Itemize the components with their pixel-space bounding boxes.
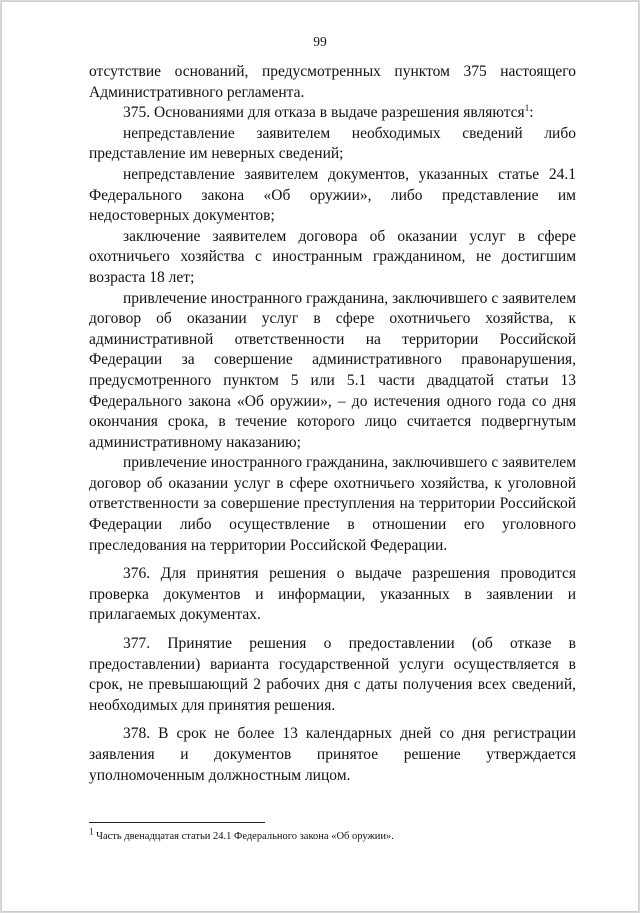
paragraph-375-colon: :	[529, 104, 534, 122]
footnote-divider	[89, 822, 265, 823]
list-item-reason-1: непредставление заявителем необходимых сведений либо представление им неверных сведений;	[89, 124, 576, 163]
paragraph-375-text: 375. Основаниями для отказа в выдаче разрешения являются	[123, 104, 525, 122]
paragraph-378: 378. В срок не более 13 календарных дней со дня регистрации заявления и документов принятое решение утверждается уполномоченным должностным лицом.	[89, 725, 576, 784]
page-number: 99	[313, 34, 327, 49]
footnote	[89, 826, 576, 843]
paragraph-375	[89, 103, 576, 124]
footnote-text: Часть двенадцатая статьи 24.1 Федерального закона «Об оружии».	[96, 831, 394, 842]
document-page	[2, 2, 638, 911]
paragraph-376: 376. Для принятия решения о выдаче разрешения проводится проверка документов и информации, указанных в заявлении и прилагаемых документах.	[89, 565, 576, 624]
document-body	[89, 62, 576, 786]
list-item-reason-4: привлечение иностранного гражданина, заключившего с заявителем договор об оказании услуг в сфере охотничьего хозяйства, к административной ответственности на территории Российской Федерации за совершение административного правонарушения, предусмотренного пунктом 5 или 5.1 части двадцатой статьи 13 Федерального закона «Об оружии», – до истечения одного года со дня окончания срока, в течение которого лицо считается подвергнутым административному наказанию;	[89, 289, 576, 451]
paragraph-377: 377. Принятие решения о предоставлении (об отказе в предоставлении) варианта государственной услуги осуществляется в срок, не превышающий 2 рабочих дня с даты получения всех сведений, необходимых для принятия решения.	[89, 635, 576, 714]
footnote-marker: 1	[89, 826, 94, 837]
paragraph-continuation: отсутствие оснований, предусмотренных пунктом 375 настоящего Административного регламента.	[89, 63, 576, 101]
list-item-reason-3: заключение заявителем договора об оказании услуг в сфере охотничьего хозяйства с иностранным гражданином, не достигшим возраста 18 лет;	[89, 227, 576, 286]
list-item-reason-5: привлечение иностранного гражданина, заключившего с заявителем договор об оказании услуг в сфере охотничьего хозяйства, к уголовной ответственности за совершение преступления на территории Российской Федерации либо осуществление в отношении его уголовного преследования на территории Российской Федерации.	[89, 454, 576, 554]
list-item-reason-2: непредставление заявителем документов, указанных статье 24.1 Федерального закона «Об оружии», либо представление им недостоверных документов;	[89, 165, 576, 225]
footnote-reference: 1	[524, 103, 530, 114]
